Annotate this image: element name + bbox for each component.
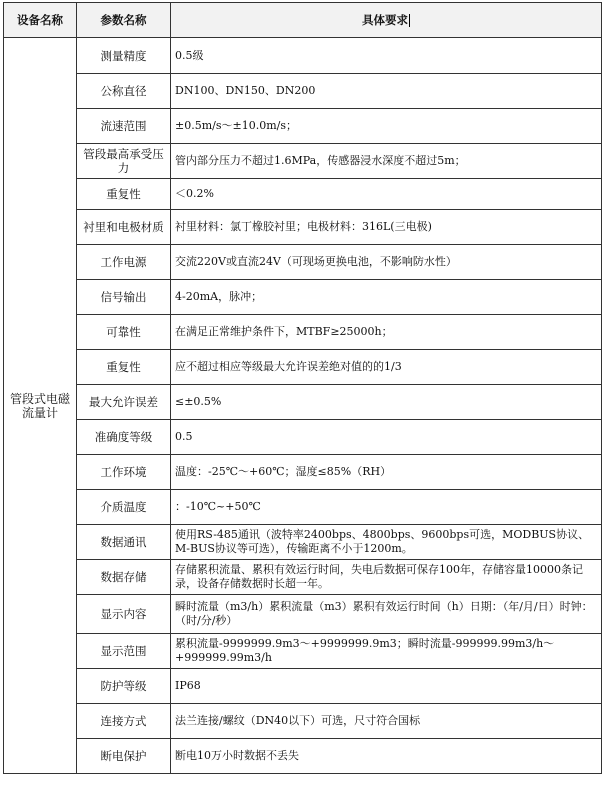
requirement-cell: 累积流量-9999999.9m3～+9999999.9m3；瞬时流量-999999.99m3/h～+999999.99m3/h — [171, 634, 602, 669]
param-cell: 测量精度 — [77, 38, 171, 74]
param-cell: 重复性 — [77, 350, 171, 385]
param-cell: 数据存储 — [77, 560, 171, 595]
requirement-cell: 瞬时流量（m3/h）累积流量（m3）累积有效运行时间（h）日期：（年/月/日）时钟：（时/分/秒） — [171, 595, 602, 634]
header-requirement-text: 具体要求 — [362, 13, 408, 27]
table-row — [4, 595, 602, 634]
requirement-cell: IP68 — [171, 669, 602, 704]
table-row — [4, 560, 602, 595]
requirement-cell: 4-20mA，脉冲； — [171, 280, 602, 315]
table-header-row — [4, 3, 602, 38]
requirement-cell: 法兰连接/螺纹（DN40以下）可选，尺寸符合国标 — [171, 704, 602, 739]
param-cell: 连接方式 — [77, 704, 171, 739]
param-cell: 防护等级 — [77, 669, 171, 704]
table-row — [4, 74, 602, 109]
param-cell: 显示范围 — [77, 634, 171, 669]
requirement-cell: 使用RS-485通讯（波特率2400bps、4800bps、9600bps可选，MODBUS协议、M-BUS协议等可选），传输距离不小于1200m。 — [171, 525, 602, 560]
param-cell: 重复性 — [77, 179, 171, 210]
table-row — [4, 490, 602, 525]
table-row — [4, 385, 602, 420]
param-cell: 断电保护 — [77, 739, 171, 774]
param-cell: 最大允许误差 — [77, 385, 171, 420]
param-cell: 介质温度 — [77, 490, 171, 525]
table-row — [4, 38, 602, 74]
requirement-cell: ±0.5m/s～±10.0m/s； — [171, 109, 602, 144]
device-name-cell: 管段式电磁流量计 — [4, 38, 77, 774]
table-row — [4, 704, 602, 739]
table-row — [4, 634, 602, 669]
requirement-cell: 存储累积流量、累积有效运行时间，失电后数据可保存100年，存储容量10000条记录，设备存储数据时长超一年。 — [171, 560, 602, 595]
header-device-name: 设备名称 — [4, 3, 77, 38]
param-cell: 可靠性 — [77, 315, 171, 350]
header-param-name: 参数名称 — [77, 3, 171, 38]
param-cell: 工作环境 — [77, 455, 171, 490]
param-cell: 显示内容 — [77, 595, 171, 634]
requirement-cell: 0.5 — [171, 420, 602, 455]
param-cell: 衬里和电极材质 — [77, 210, 171, 245]
param-cell: 数据通讯 — [77, 525, 171, 560]
table-row — [4, 210, 602, 245]
table-row — [4, 144, 602, 179]
param-cell: 准确度等级 — [77, 420, 171, 455]
table-row — [4, 280, 602, 315]
requirement-cell: DN100、DN150、DN200 — [171, 74, 602, 109]
text-cursor — [409, 14, 410, 27]
table-row — [4, 350, 602, 385]
param-cell: 流速范围 — [77, 109, 171, 144]
param-cell: 管段最高承受压力 — [77, 144, 171, 179]
requirement-cell: 衬里材料：氯丁橡胶衬里；电极材料：316L(三电极) — [171, 210, 602, 245]
header-requirement[interactable] — [171, 3, 602, 38]
requirement-cell: 交流220V或直流24V（可现场更换电池，不影响防水性） — [171, 245, 602, 280]
table-row — [4, 669, 602, 704]
table-row — [4, 525, 602, 560]
table-row — [4, 455, 602, 490]
table-row — [4, 179, 602, 210]
requirement-cell: ≤±0.5% — [171, 385, 602, 420]
requirement-cell: 在满足正常维护条件下，MTBF≥25000h； — [171, 315, 602, 350]
table-row — [4, 315, 602, 350]
param-cell: 公称直径 — [77, 74, 171, 109]
requirement-cell: 应不超过相应等级最大允许误差绝对值的的1/3 — [171, 350, 602, 385]
table-row — [4, 245, 602, 280]
param-cell: 工作电源 — [77, 245, 171, 280]
table-row — [4, 420, 602, 455]
param-cell: 信号输出 — [77, 280, 171, 315]
requirement-cell: 管内部分压力不超过1.6MPa，传感器浸水深度不超过5m； — [171, 144, 602, 179]
spec-sheet — [3, 2, 601, 783]
table-row — [4, 739, 602, 774]
requirement-cell: 断电10万小时数据不丢失 — [171, 739, 602, 774]
table-row — [4, 109, 602, 144]
requirement-cell: ＜0.2% — [171, 179, 602, 210]
requirement-cell: ：-10℃~+50℃ — [171, 490, 602, 525]
requirement-cell: 温度：-25℃～+60℃；湿度≤85%（RH） — [171, 455, 602, 490]
requirement-cell: 0.5级 — [171, 38, 602, 74]
spec-table — [3, 2, 602, 774]
